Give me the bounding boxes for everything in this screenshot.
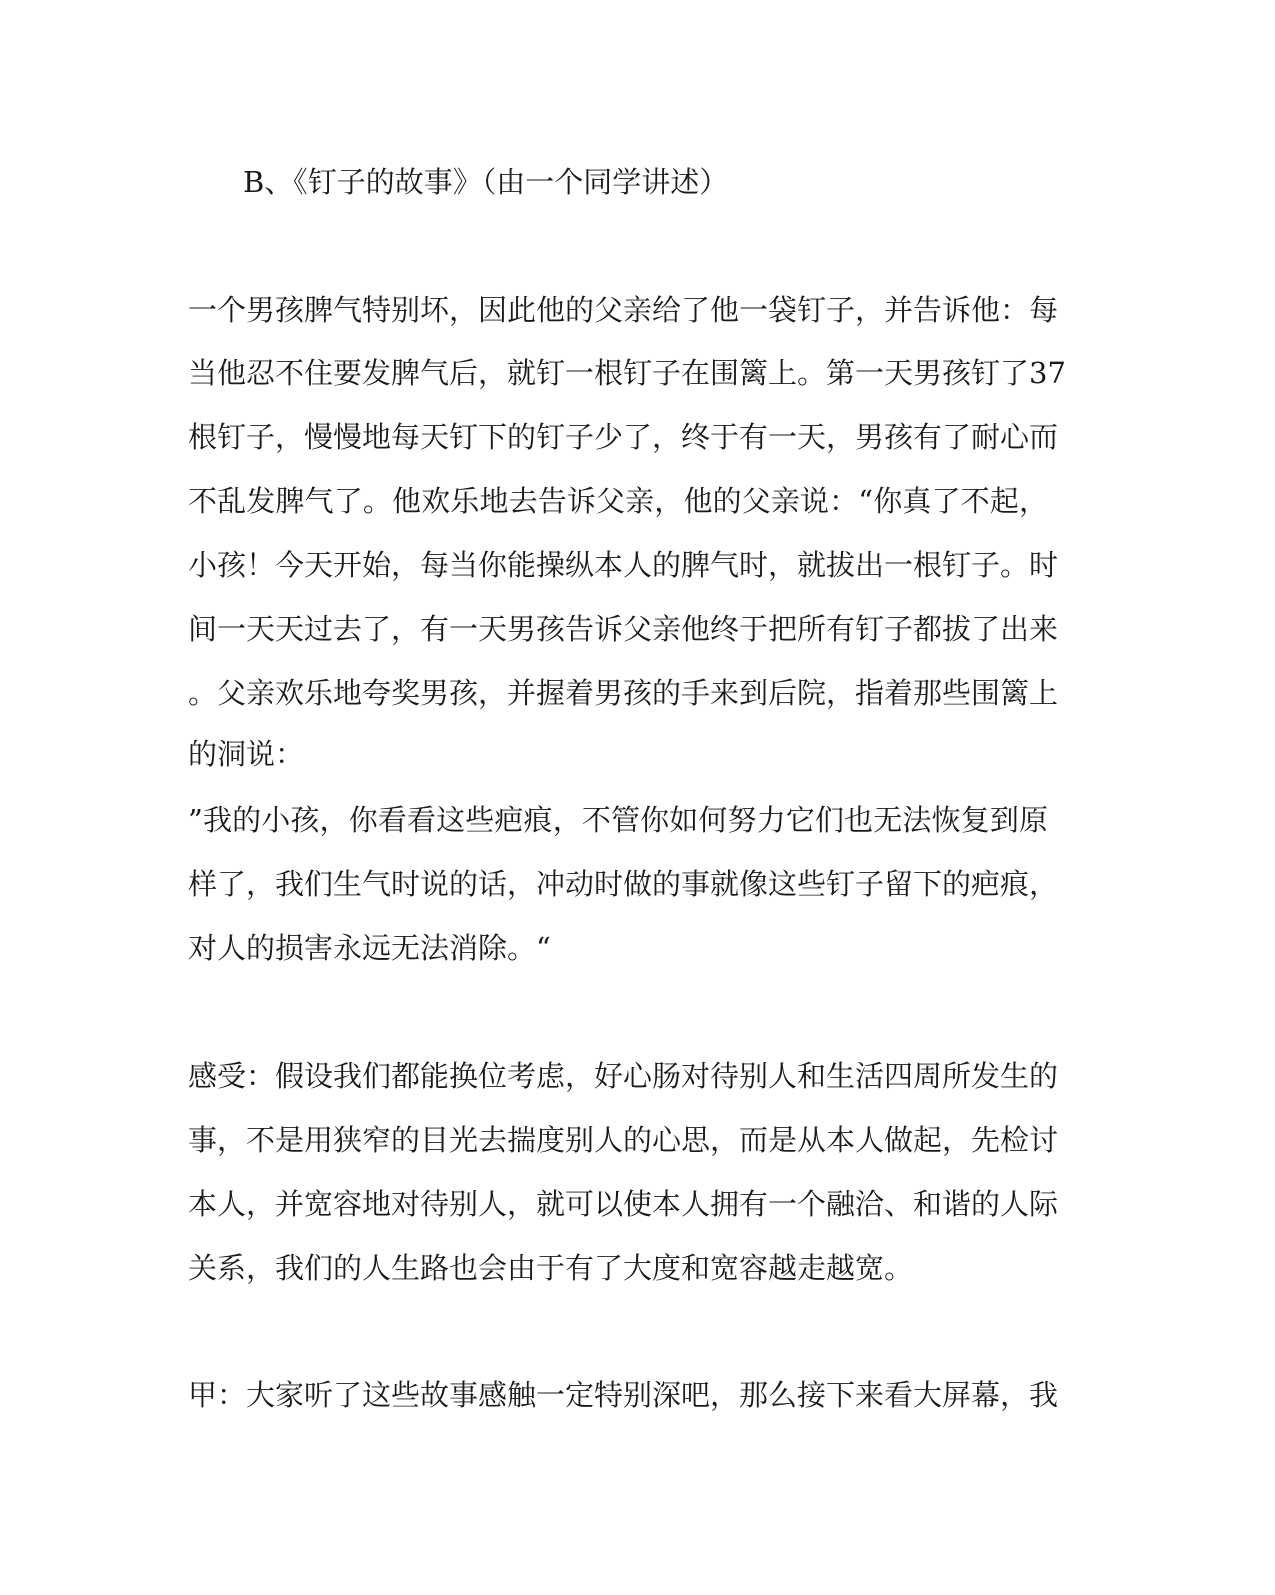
story-line: 根钉子，慢慢地每天钉下的钉子少了，终于有一天，男孩有了耐心而 bbox=[188, 420, 1059, 454]
story-line: 。父亲欢乐地夸奖男孩，并握着男孩的手来到后院，指着那些围篱上 bbox=[188, 676, 1059, 710]
feeling-line: 事，不是用狭窄的目光去揣度别人的心思，而是从本人做起，先检讨 bbox=[188, 1123, 1059, 1157]
story-line: 间一天天过去了，有一天男孩告诉父亲他终于把所有钉子都拔了出来 bbox=[188, 612, 1059, 646]
story-line: 当他忍不住要发脾气后，就钉一根钉子在围篱上。第一天男孩钉了37 bbox=[188, 356, 1066, 390]
story-line: 对人的损害永远无法消除。“ bbox=[188, 931, 551, 965]
feeling-line: 感受：假设我们都能换位考虑，好心肠对待别人和生活四周所发生的 bbox=[188, 1059, 1059, 1093]
section-heading: B、《钉子的故事》（由一个同学讲述） bbox=[243, 165, 729, 199]
story-line: 一个男孩脾气特别坏，因此他的父亲给了他一袋钉子，并告诉他：每 bbox=[188, 293, 1059, 327]
story-line: 的洞说： bbox=[188, 737, 305, 771]
story-line: 小孩！今天开始，每当你能操纵本人的脾气时，就拔出一根钉子。时 bbox=[188, 548, 1059, 582]
feeling-line: 本人，并宽容地对待别人，就可以使本人拥有一个融洽、和谐的人际 bbox=[188, 1187, 1059, 1221]
feeling-line: 关系，我们的人生路也会由于有了大度和宽容越走越宽。 bbox=[188, 1251, 914, 1285]
closing-line: 甲：大家听了这些故事感触一定特别深吧，那么接下来看大屏幕，我 bbox=[188, 1378, 1059, 1412]
story-line: 不乱发脾气了。他欢乐地去告诉父亲，他的父亲说：“你真了不起， bbox=[188, 484, 1048, 518]
story-line: ”我的小孩，你看看这些疤痕，不管你如何努力它们也无法恢复到原 bbox=[188, 803, 1048, 837]
story-line: 样了，我们生气时说的话，冲动时做的事就像这些钉子留下的疤痕， bbox=[188, 867, 1059, 901]
